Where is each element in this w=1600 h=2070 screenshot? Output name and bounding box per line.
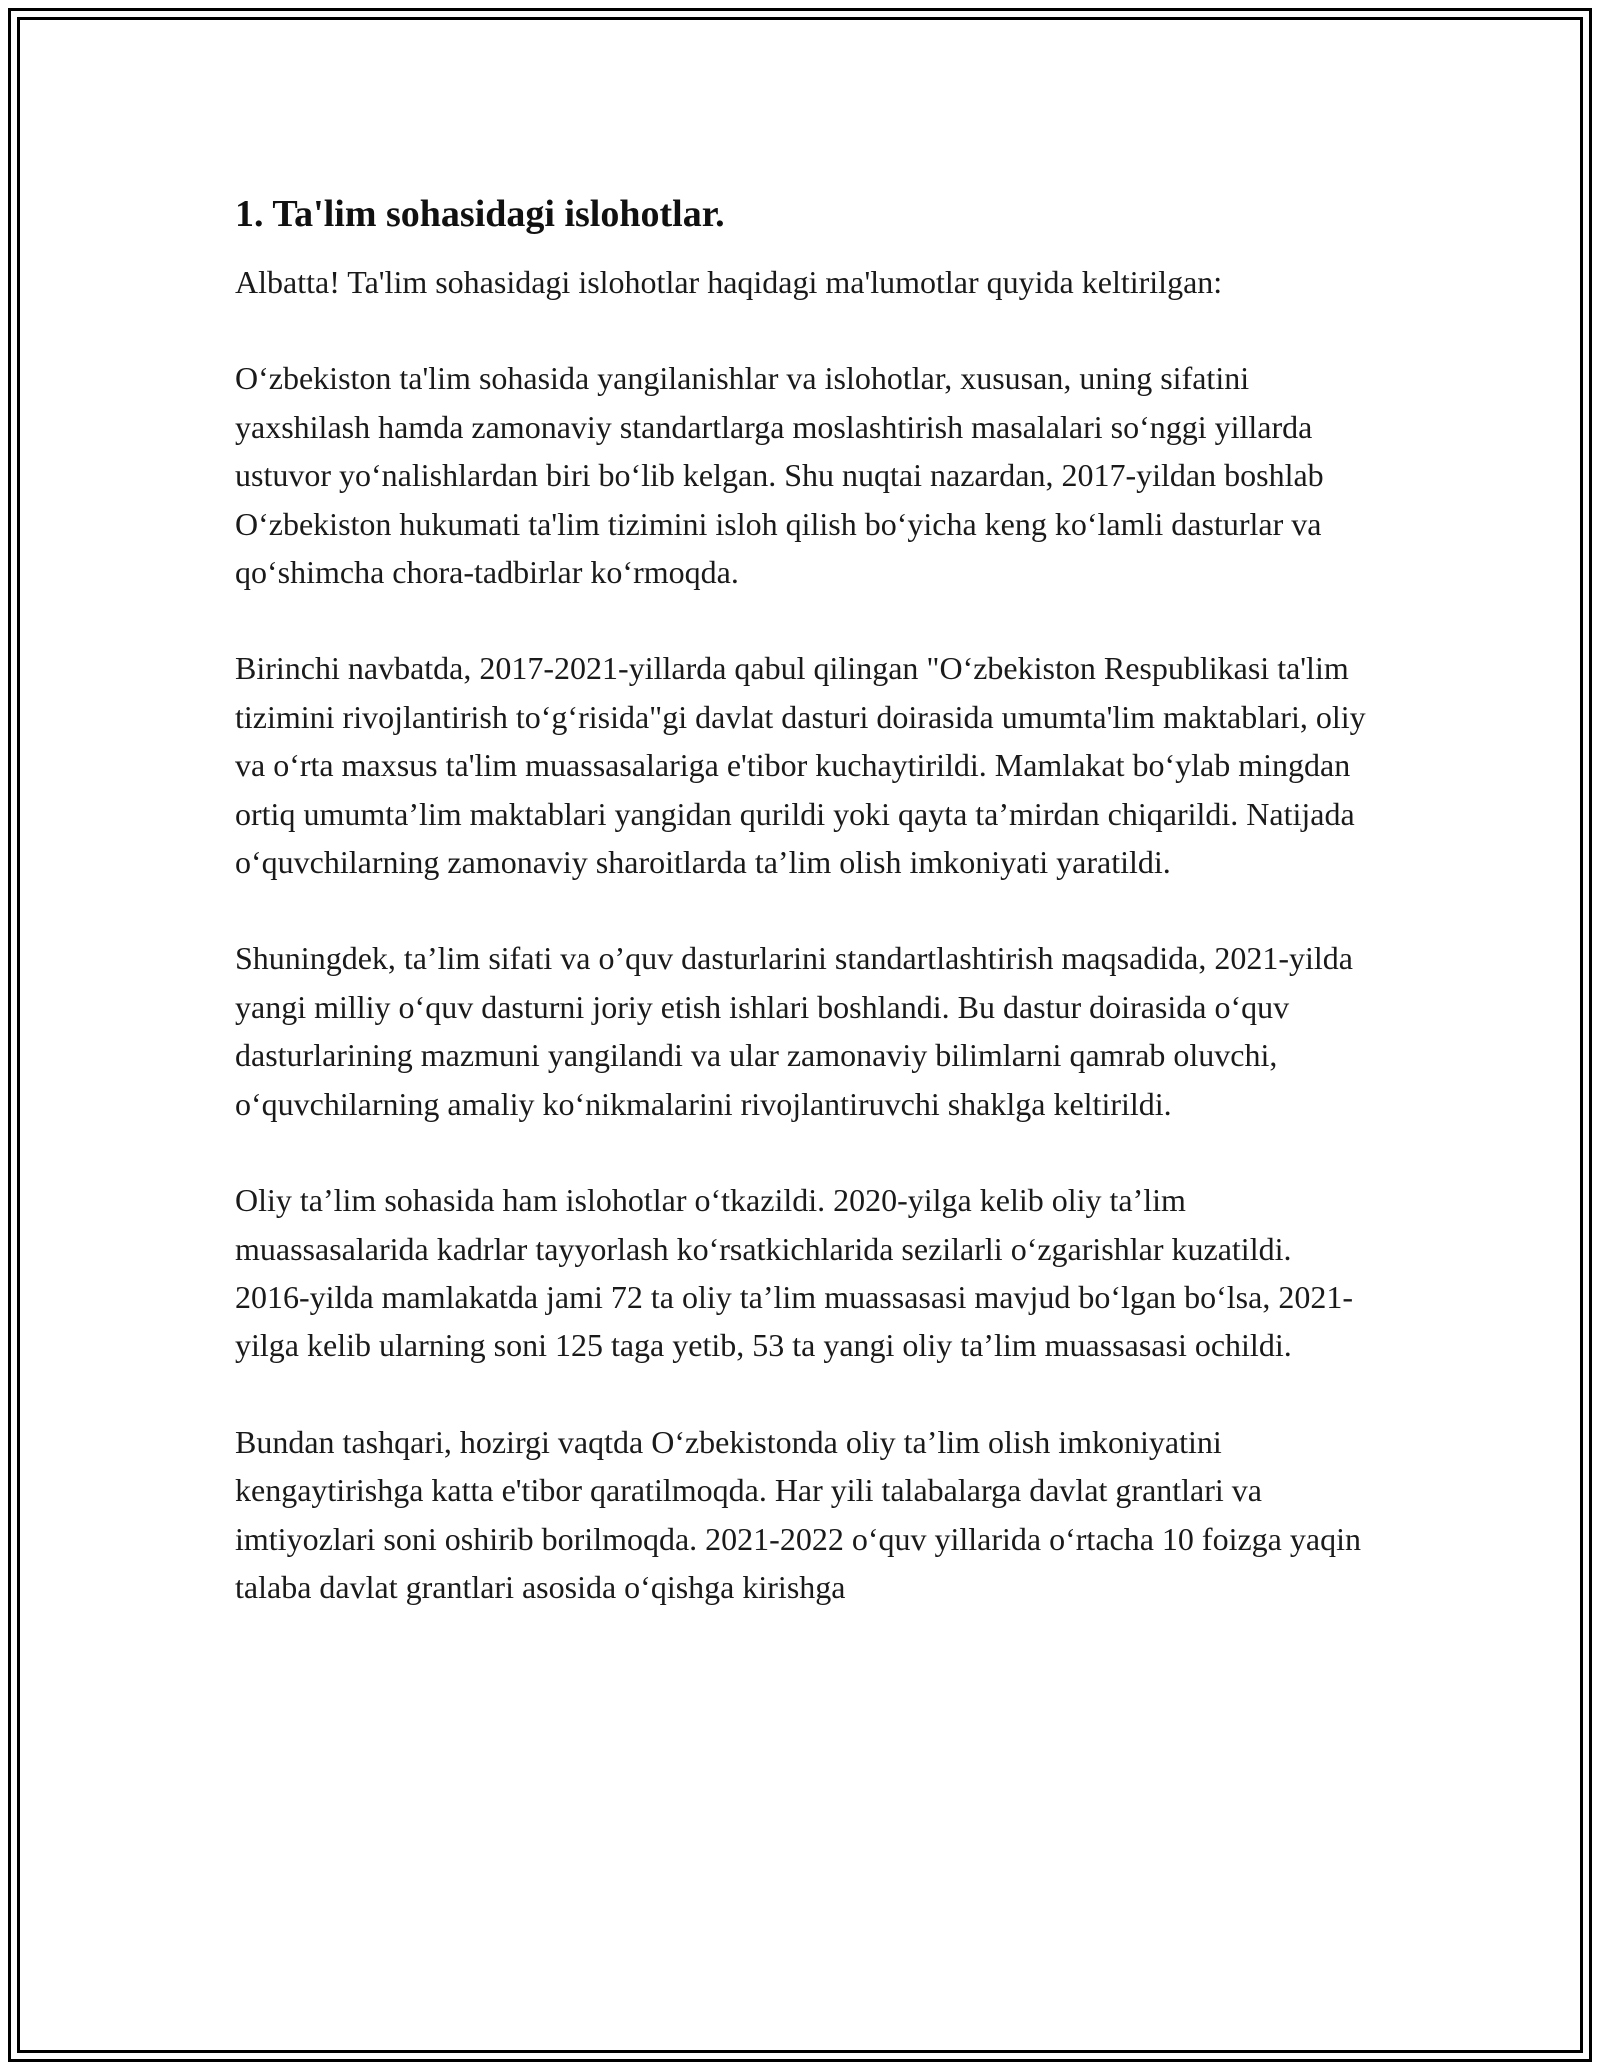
paragraph-curriculum: Shuningdek, ta’lim sifati va o’quv dasturlarini standartlashtirish maqsadida, 2021-yilda yangi milliy o‘quv dasturni joriy etish ishlari boshlandi. Bu dastur doirasida o‘quv dasturlarining mazmuni yangilandi va ular zamonaviy bilimlarni qamrab oluvchi, o‘quvchilarning amaliy ko‘nikmalarini rivojlantiruvchi shaklga keltirildi. (235, 940, 1353, 1122)
paragraph-intro: Albatta! Ta'lim sohasidagi islohotlar haqidagi ma'lumotlar quyida keltirilgan: (235, 264, 1223, 300)
paragraph-overview: O‘zbekiston ta'lim sohasida yangilanishlar va islohotlar, xususan, uning sifatini yaxshilash hamda zamonaviy standartlarga moslashtirish masalalari so‘nggi yillarda ustuvor yo‘nalishlardan biri bo‘lib kelgan. Shu nuqtai nazardan, 2017-yildan boshlab O‘zbekiston hukumati ta'lim tizimini isloh qilish bo‘yicha keng ko‘lamli dasturlar va qo‘shimcha chora-tadbirlar ko‘rmoqda. (235, 360, 1324, 591)
document-body (235, 188, 1370, 1659)
paragraph-higher-education: Oliy ta’lim sohasida ham islohotlar o‘tkazildi. 2020-yilga kelib oliy ta’lim muassasalarida kadrlar tayyorlash ko‘rsatkichlarida sezilarli o‘zgarishlar kuzatildi. 2016-yilda mamlakatda jami 72 ta oliy ta’lim muassasasi mavjud bo‘lgan bo‘lsa, 2021-yilga kelib ularning soni 125 taga yetib, 53 ta yangi oliy ta’lim muassasasi ochildi. (235, 1182, 1353, 1364)
paragraph-grants: Bundan tashqari, hozirgi vaqtda O‘zbekistonda oliy ta’lim olish imkoniyatini kengaytirishga katta e'tibor qaratilmoqda. Har yili talabalarga davlat grantlari va imtiyozlari soni oshirib borilmoqda. 2021-2022 o‘quv yillarida o‘rtacha 10 foizga yaqin talaba davlat grantlari asosida o‘qishga kirishga (235, 1423, 1361, 1605)
paragraph-state-program: Birinchi navbatda, 2017-2021-yillarda qabul qilingan "O‘zbekiston Respublikasi ta'lim tizimini rivojlantirish to‘g‘risida"gi davlat dasturi doirasida umumta'lim maktablari, oliy va o‘rta maxsus ta'lim muassasalariga e'tibor kuchaytirildi. Mamlakat bo‘ylab mingdan ortiq umumta’lim maktablari yangidan qurildi yoki qayta ta’mirdan chiqarildi. Natijada o‘quvchilarning zamonaviy sharoitlarda ta’lim olish imkoniyati yaratildi. (235, 650, 1366, 881)
section-heading: 1. Ta'lim sohasidagi islohotlar. (235, 193, 725, 235)
